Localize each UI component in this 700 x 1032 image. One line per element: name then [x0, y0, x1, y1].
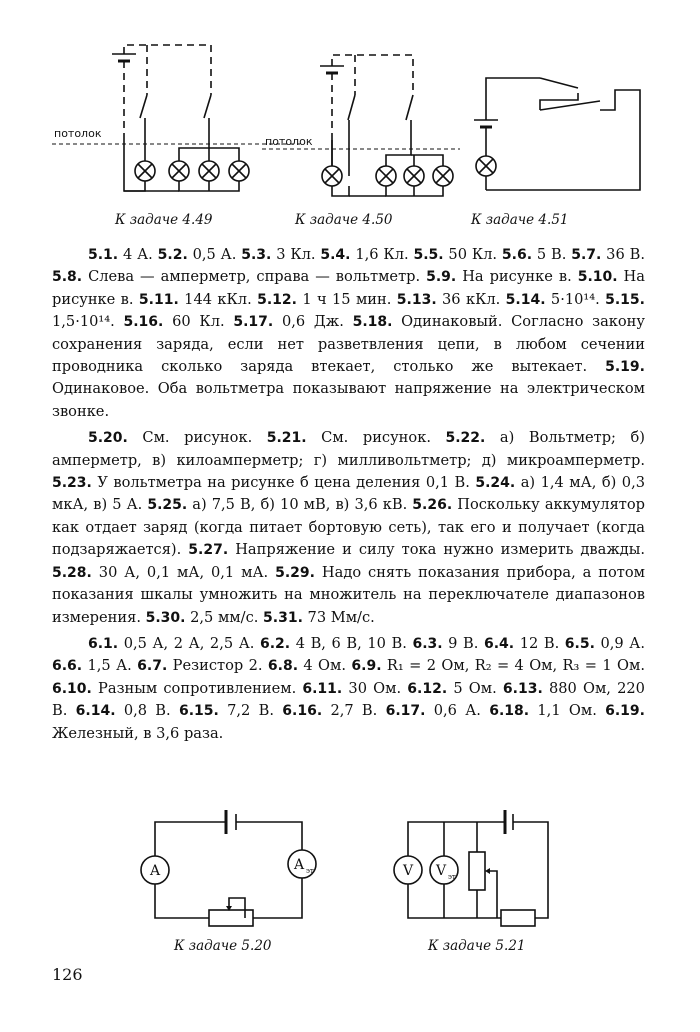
answer-text: 1,6 Кл. — [350, 246, 414, 263]
svg-text:A: A — [149, 863, 161, 879]
lamp-icon — [199, 161, 219, 181]
answer-text: 5·10¹⁴. — [545, 290, 606, 308]
answer-text: 1,1 Ом. — [529, 702, 606, 720]
lamp-icon — [476, 156, 496, 176]
answer-text: Напряжение и силу тока нужно измерить дважды. — [228, 541, 645, 559]
switch — [348, 95, 355, 120]
answer-number: 6.2. — [260, 635, 291, 652]
answer-text: 0,8 В. — [115, 702, 179, 720]
figure-caption: К задаче 4.51 — [471, 212, 569, 228]
answer-text: а) 1,4 мА, б) 0,3 мкА, в) 5 А. — [52, 474, 645, 514]
answer-number: 5.16. — [123, 314, 164, 331]
answers-text — [52, 244, 645, 749]
answer-text: 12 В. — [514, 634, 565, 652]
answer-number: 5.21. — [266, 430, 307, 447]
answer-number: 5.8. — [52, 269, 83, 286]
lamp-icon — [376, 166, 396, 186]
rheostat — [469, 852, 485, 890]
answer-number: 6.4. — [483, 635, 515, 652]
answer-text: У вольтметра на рисунке б цена деления 0,1 В. — [91, 474, 476, 492]
ceiling-label: потолок — [54, 127, 102, 140]
answer-text: 0,6 Дж. — [273, 313, 353, 331]
answer-text: 36 кКл. — [436, 290, 506, 308]
circuit-figure-4-49 — [52, 45, 300, 191]
answer-number: 5.30. — [145, 609, 186, 626]
answer-number: 5.9. — [426, 269, 457, 286]
answer-text: 60 Кл. — [163, 313, 234, 331]
answer-number: 5.29. — [275, 564, 315, 581]
answer-number: 5.28. — [52, 564, 92, 581]
answer-text: 30 А, 0,1 мА, 0,1 мА. — [91, 563, 276, 581]
answer-text: 0,6 А. — [425, 702, 490, 720]
answer-number: 5.19. — [605, 359, 645, 376]
lamp-icon — [229, 161, 249, 181]
answer-number: 5.23. — [52, 475, 92, 492]
answer-text: 4 Ом. — [298, 657, 352, 675]
answer-text: 2,5 мм/с. — [185, 608, 264, 626]
answer-number: 6.15. — [178, 703, 219, 720]
switch — [140, 95, 147, 118]
svg-text:V: V — [402, 863, 414, 879]
answer-text: Надо снять показания прибора, а потом показания шкалы умножить на множитель на переключателе диапазонов измерения. — [52, 563, 645, 626]
answer-text: 0,5 А. — [187, 246, 242, 263]
answer-number: 5.15. — [605, 291, 645, 308]
answer-number: 6.3. — [412, 635, 443, 652]
circuit-figure-5-21 — [394, 810, 548, 926]
answer-number: 6.9. — [351, 658, 382, 675]
answer-number: 5.24. — [475, 475, 516, 492]
answer-text: 7,2 В. — [218, 702, 283, 720]
lamp-icon — [169, 161, 189, 181]
answers-paragraph — [52, 427, 645, 629]
answer-text: 73 Мм/с. — [302, 608, 375, 626]
answer-number: 6.5. — [564, 635, 595, 652]
ceiling-label: потолок — [265, 135, 313, 148]
answer-number: 6.1. — [88, 635, 119, 652]
answer-number: 6.14. — [75, 703, 116, 720]
figure-caption: К задаче 4.50 — [295, 212, 393, 228]
svg-text:A: A — [293, 857, 305, 873]
circuit-figure-4-51 — [474, 78, 640, 190]
answer-text: 50 Кл. — [443, 246, 502, 263]
answer-text: 5 В. — [532, 246, 572, 263]
answer-text: Резистор 2. — [167, 657, 268, 675]
svg-text:эт: эт — [448, 873, 456, 881]
answer-text: На рисунке в. — [456, 268, 578, 286]
lamp-icon — [404, 166, 424, 186]
answer-number: 5.5. — [413, 247, 444, 263]
answer-number: 6.19. — [605, 703, 645, 720]
answer-text: Разным сопротивлением. — [91, 679, 303, 697]
answer-text: 4 В, 6 В, 10 В. — [290, 634, 413, 652]
answer-number: 6.8. — [267, 658, 299, 675]
answer-number: 6.6. — [52, 658, 83, 675]
lamp-icon — [322, 166, 342, 186]
answer-number: 6.7. — [137, 658, 168, 675]
page-number: 126 — [52, 965, 83, 984]
switch — [540, 78, 578, 88]
answer-text: Одинаковый. Согласно закону сохранения заряда, если нет разветвления цепи, в любом сечении проводника сколько заряда втекает, столько же вытекает. — [52, 313, 645, 376]
answer-number: 6.16. — [282, 703, 323, 720]
answer-text: 1 ч 15 мин. — [296, 290, 397, 308]
switch — [204, 95, 211, 118]
answer-number: 5.12. — [257, 291, 297, 308]
answer-number: 5.13. — [396, 291, 437, 308]
answer-text: 880 Ом, 220 В. — [52, 679, 645, 720]
svg-text:V: V — [435, 863, 447, 879]
answer-text: 36 В. — [601, 246, 645, 263]
answer-number: 6.12. — [407, 680, 448, 697]
answer-text: Поскольку аккумулятор как отдает заряд (когда питает бортовую сеть), так его и получает (когда подзаряжается). — [52, 496, 645, 559]
answer-text: R₁ = 2 Ом, R₂ = 4 Ом, R₃ = 1 Ом. — [381, 657, 646, 675]
circuit-figure-5-20 — [141, 810, 316, 926]
answer-text: 9 В. — [442, 634, 484, 652]
answer-number: 5.1. — [88, 247, 119, 263]
answers-paragraph — [52, 244, 645, 423]
switch — [406, 95, 413, 120]
answer-text: См. рисунок. — [306, 429, 446, 447]
answer-text: 0,5 А, 2 А, 2,5 А. — [118, 634, 260, 652]
answer-number: 5.20. — [88, 430, 128, 447]
rheostat — [209, 910, 253, 926]
answer-number: 5.18. — [352, 314, 393, 331]
answer-text: 1,5·10¹⁴. — [52, 313, 124, 331]
resistor — [501, 910, 535, 926]
answer-number: 5.10. — [577, 269, 618, 286]
lamp-icon — [433, 166, 453, 186]
answer-text: 5 Ом. — [447, 679, 503, 697]
answer-text: См. рисунок. — [127, 429, 267, 447]
answer-number: 6.10. — [52, 680, 92, 697]
answer-number: 5.25. — [147, 497, 188, 514]
answer-number: 5.4. — [320, 247, 351, 263]
answer-text: На рисунке в. — [52, 268, 645, 308]
answer-text: 4 А. — [118, 246, 158, 263]
answer-number: 5.6. — [501, 247, 533, 263]
svg-text:эт: эт — [306, 867, 314, 875]
answer-text: 1,5 А. — [82, 657, 138, 675]
answer-text: Железный, в 3,6 раза. — [52, 724, 224, 742]
answers-paragraph — [52, 633, 645, 745]
answer-number: 5.31. — [263, 609, 303, 626]
answer-text: а) 7,5 В, б) 10 мВ, в) 3,6 кВ. — [187, 496, 413, 514]
figure-caption: К задаче 5.21 — [428, 938, 526, 954]
answer-number: 5.3. — [241, 247, 272, 263]
answer-text: Слева — амперметр, справа — вольтметр. — [82, 268, 427, 286]
figure-caption: К задаче 4.49 — [115, 212, 213, 228]
answer-text: Одинаковое. Оба вольтметра показывают напряжение на электрическом звонке. — [52, 380, 645, 420]
answer-text: 30 Ом. — [342, 679, 408, 697]
answer-number: 6.18. — [489, 703, 530, 720]
answer-text: а) Вольтметр; б) амперметр, в) килоамперметр; г) милливольтметр; д) микроамперметр. — [52, 429, 645, 469]
answer-text: 2,7 В. — [322, 702, 386, 720]
figure-caption: К задаче 5.20 — [174, 938, 272, 954]
answer-number: 5.27. — [188, 542, 229, 559]
answer-number: 5.26. — [412, 497, 453, 514]
answer-number: 6.17. — [385, 703, 426, 720]
answer-text: 3 Кл. — [271, 246, 321, 263]
answer-text: 144 кКл. — [178, 290, 258, 308]
answer-number: 6.11. — [302, 680, 343, 697]
circuit-figure-4-50 — [262, 55, 460, 196]
answer-number: 5.17. — [233, 314, 274, 331]
answer-number: 5.22. — [445, 430, 486, 447]
answer-number: 5.11. — [138, 291, 179, 308]
lamp-icon — [135, 161, 155, 181]
answer-number: 5.2. — [157, 247, 188, 263]
switch — [540, 101, 600, 110]
answer-number: 5.14. — [505, 291, 546, 308]
answer-text: 0,9 А. — [594, 634, 645, 652]
answer-number: 5.7. — [571, 247, 602, 263]
answer-number: 6.13. — [502, 680, 543, 697]
